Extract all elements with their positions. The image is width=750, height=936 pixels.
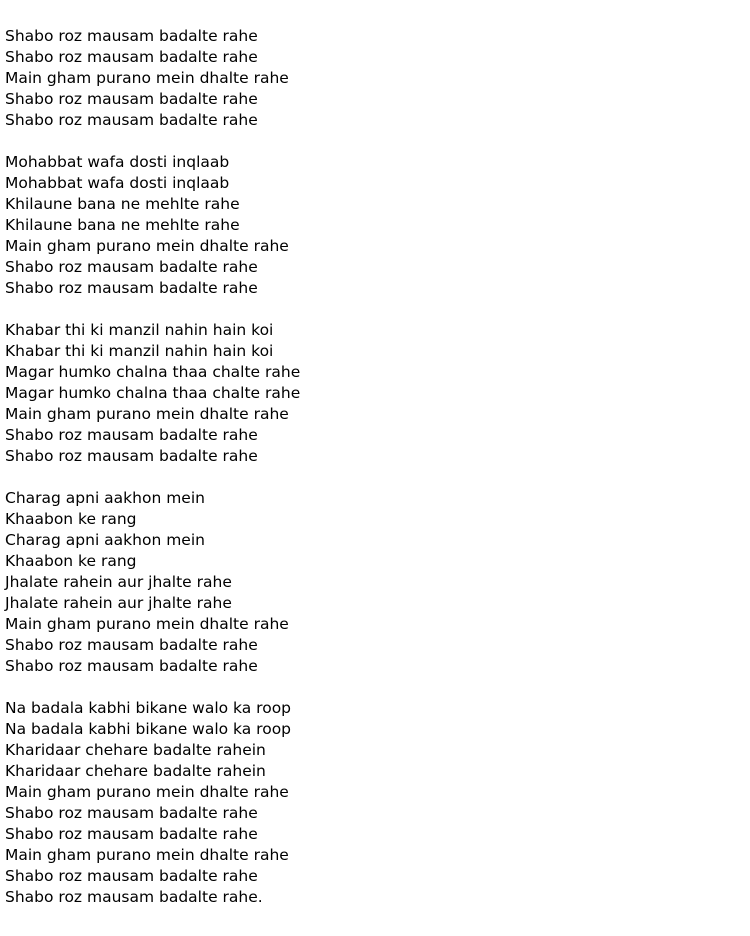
lyrics-line: Shabo roz mausam badalte rahe — [5, 804, 258, 822]
lyrics-line: Kharidaar chehare badalte rahein — [5, 762, 266, 780]
lyrics-line: Jhalate rahein aur jhalte rahe — [5, 594, 232, 612]
lyrics-line: Khabar thi ki manzil nahin hain koi — [5, 342, 274, 360]
lyrics-line: Shabo roz mausam badalte rahe — [5, 447, 258, 465]
lyrics-line: Shabo roz mausam badalte rahe — [5, 111, 258, 129]
lyrics-line: Khaabon ke rang — [5, 510, 137, 528]
lyrics-line: Shabo roz mausam badalte rahe — [5, 657, 258, 675]
lyrics-line: Khilaune bana ne mehlte rahe — [5, 195, 240, 213]
lyrics-line: Shabo roz mausam badalte rahe — [5, 48, 258, 66]
lyrics-line: Main gham purano mein dhalte rahe — [5, 405, 289, 423]
lyrics-stanza — [5, 488, 300, 677]
lyrics-line: Kharidaar chehare badalte rahein — [5, 741, 266, 759]
lyrics-line: Magar humko chalna thaa chalte rahe — [5, 384, 301, 402]
lyrics-line: Charag apni aakhon mein — [5, 531, 205, 549]
lyrics-line: Shabo roz mausam badalte rahe — [5, 867, 258, 885]
lyrics-line: Shabo roz mausam badalte rahe — [5, 426, 258, 444]
lyrics-line: Magar humko chalna thaa chalte rahe — [5, 363, 301, 381]
lyrics-line: Main gham purano mein dhalte rahe — [5, 615, 289, 633]
lyrics-line: Na badala kabhi bikane walo ka roop — [5, 699, 292, 717]
lyrics-stanza — [5, 26, 300, 131]
lyrics-line: Khaabon ke rang — [5, 552, 137, 570]
lyrics-stanza — [5, 152, 300, 299]
lyrics-line: Khabar thi ki manzil nahin hain koi — [5, 321, 274, 339]
lyrics-line: Shabo roz mausam badalte rahe — [5, 258, 258, 276]
lyrics-line: Main gham purano mein dhalte rahe — [5, 846, 289, 864]
lyrics-line: Jhalate rahein aur jhalte rahe — [5, 573, 232, 591]
lyrics-line: Shabo roz mausam badalte rahe — [5, 825, 258, 843]
lyrics-line: Mohabbat wafa dosti inqlaab — [5, 174, 230, 192]
lyrics-line: Shabo roz mausam badalte rahe — [5, 636, 258, 654]
lyrics-text — [5, 26, 300, 929]
lyrics-line: Main gham purano mein dhalte rahe — [5, 237, 289, 255]
lyrics-line: Charag apni aakhon mein — [5, 489, 205, 507]
lyrics-stanza — [5, 320, 300, 467]
lyrics-line: Na badala kabhi bikane walo ka roop — [5, 720, 292, 738]
lyrics-line: Shabo roz mausam badalte rahe — [5, 27, 258, 45]
lyrics-line: Main gham purano mein dhalte rahe — [5, 69, 289, 87]
lyrics-line: Shabo roz mausam badalte rahe. — [5, 888, 263, 906]
lyrics-line: Mohabbat wafa dosti inqlaab — [5, 153, 230, 171]
lyrics-stanza — [5, 698, 300, 908]
lyrics-line: Shabo roz mausam badalte rahe — [5, 279, 258, 297]
lyrics-line: Khilaune bana ne mehlte rahe — [5, 216, 240, 234]
lyrics-line: Shabo roz mausam badalte rahe — [5, 90, 258, 108]
lyrics-line: Main gham purano mein dhalte rahe — [5, 783, 289, 801]
